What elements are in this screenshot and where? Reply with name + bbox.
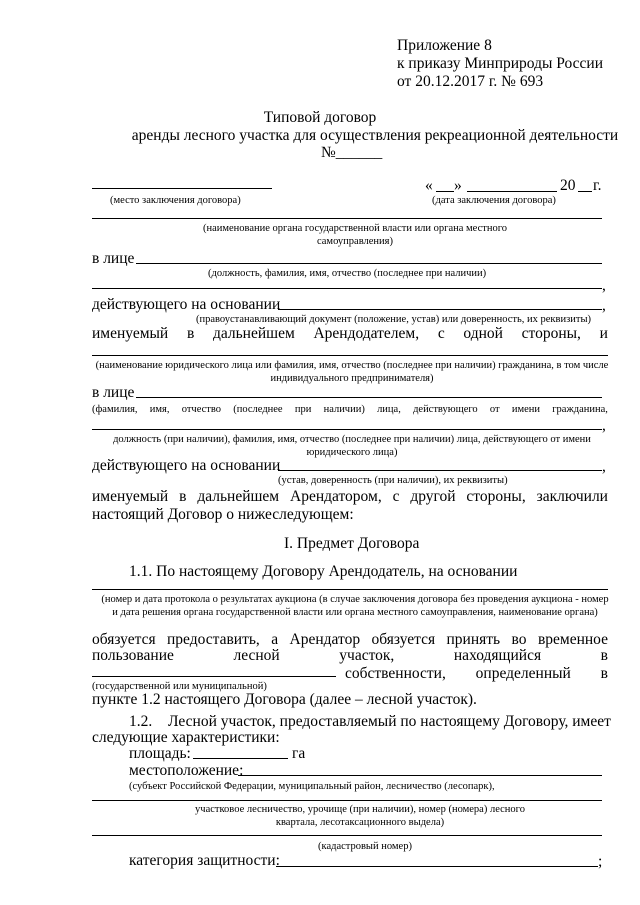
date-caption: (дата заключения договора) (432, 195, 556, 206)
word: при (294, 404, 312, 415)
area-line (193, 758, 288, 759)
clause-1-1-line-2 (92, 647, 608, 665)
contract-number: №______ (321, 144, 383, 161)
appendix-line-1: Приложение 8 (397, 37, 492, 54)
document-title: Типовой договор (263, 109, 377, 126)
word: лесной (233, 647, 280, 664)
date-quote-close: » (454, 177, 462, 194)
cadastral-line (92, 835, 602, 836)
word: имя, (149, 404, 170, 415)
lessor-named-line (92, 325, 608, 343)
word: именуемый (92, 325, 169, 342)
word: гражданина, (552, 404, 608, 415)
word: обязуется (92, 631, 156, 648)
word: (последнее (233, 404, 283, 415)
cadastral-caption: (кадастровый номер) (318, 841, 412, 852)
word: участок, (339, 647, 395, 664)
appendix-line-3: от 20.12.2017 г. № 693 (397, 73, 544, 90)
clause-1-1-end: пункте 1.2 настоящего Договора (далее – лесной участок). (92, 691, 477, 708)
word: отчество (181, 404, 222, 415)
word: стороны, (521, 325, 581, 342)
ownership-line (92, 676, 336, 677)
location-line-2 (92, 800, 602, 801)
word: предоставить, (167, 631, 260, 648)
word: Арендатор (289, 631, 361, 648)
lessee-representative-line-2 (92, 429, 602, 430)
word: другой (410, 488, 456, 505)
word: Арендатором, (290, 488, 382, 505)
date-day-line (436, 191, 454, 192)
date-month-line (467, 191, 557, 192)
clause-1-2-number: 1.2. (129, 713, 153, 730)
word: дальнейшем (212, 325, 295, 342)
word: лица, (377, 404, 401, 415)
protection-line (276, 866, 598, 867)
lessee-name-line (92, 355, 608, 356)
word: одной (463, 325, 503, 342)
word: в (179, 488, 187, 505)
word: и (599, 325, 608, 342)
area-label: площадь: (129, 745, 191, 762)
word: стороны, (466, 488, 526, 505)
location-label: местоположение: (129, 762, 244, 779)
protection-label: категория защитности: (129, 852, 280, 869)
section-1-heading: I. Предмет Договора (284, 535, 420, 552)
authority-caption: (наименование органа государственной власти или органа местного самоуправления) (202, 223, 508, 247)
word: временное (537, 631, 608, 648)
lessee-position-caption: должность (при наличии), фамилия, имя, отчество (последнее при наличии) лица, действующего от имени юридического лица) (113, 434, 591, 458)
clause-1-2-text: Лесной участок, предоставляемый по настоящему Договору, имеет (168, 713, 611, 730)
lessee-named-end: настоящий Договор о нижеследующем: (92, 506, 354, 523)
word: в (186, 325, 195, 342)
clause-1-2-text-2: следующие характеристики: (92, 729, 280, 746)
document-subtitle: аренды лесного участка для осуществления рекреационной деятельности (131, 127, 619, 144)
comma-4: , (602, 458, 606, 475)
word: (фамилия, (92, 404, 138, 415)
word: находящийся (453, 647, 542, 664)
word: с (392, 488, 400, 505)
authority-line (92, 218, 602, 219)
lessee-fio-caption (92, 403, 608, 416)
word: собственности, (345, 665, 446, 682)
lessor-basis-line (278, 309, 602, 310)
word: именуемый (92, 488, 169, 505)
word: имени (511, 404, 541, 415)
place-caption: (место заключения договора) (110, 195, 241, 206)
comma-1: , (602, 277, 606, 294)
word: Арендодателем, (313, 325, 420, 342)
lessee-representative-line (136, 397, 602, 398)
lessor-representative-line-2 (92, 288, 602, 289)
word: определенный (475, 665, 571, 682)
word: действующего (413, 404, 478, 415)
word: принять (446, 631, 501, 648)
date-year-suffix: г. (593, 177, 602, 194)
word: в (600, 647, 608, 664)
date-year-line (578, 191, 592, 192)
lessor-representative-line (136, 263, 602, 264)
word: наличии) (323, 404, 365, 415)
lessor-in-person-label: в лице (92, 250, 135, 267)
ownership-caption: (государственной или муниципальной) (92, 681, 267, 692)
lessee-name-caption: (наименование юридического лица или фамилия, имя, отчество (последнее при наличии) гражданина, в том числе индивидуального предпринимателя) (95, 360, 609, 384)
word: дальнейшем (197, 488, 280, 505)
clause-1-1-intro: 1.1. По настоящему Договору Арендодатель, на основании (129, 563, 518, 580)
date-year-prefix: 20 (560, 177, 576, 194)
word: обязуется (371, 631, 436, 648)
location-caption-1: (субъект Российской Федерации, муниципальный район, лесничество (лесопарк), (129, 781, 495, 792)
word: в (600, 665, 608, 682)
lessor-position-caption: (должность, фамилия, имя, отчество (последнее при наличии) (208, 268, 487, 279)
protocol-caption: (номер и дата протокола о результатах аукциона (в случае заключения договора без проведения аукциона - номер и дата решения органа государственной власти или органа местного самоуправления, наименование органа) (101, 594, 609, 618)
lessee-acting-basis-label: действующего на основании (92, 457, 281, 474)
word: заключили (536, 488, 608, 505)
lessor-basis-caption: (правоустанавливающий документ (положение, устав) или доверенность, их реквизиты) (196, 314, 592, 325)
semicolon: ; (598, 853, 603, 870)
word: пользование (92, 647, 174, 664)
lessee-in-person-label: в лице (92, 384, 135, 401)
word: во (511, 631, 527, 648)
lessor-acting-basis-label: действующего на основании (92, 296, 281, 313)
lessee-named-line (92, 488, 608, 506)
word: с (437, 325, 445, 342)
word: от (489, 404, 500, 415)
place-line (92, 188, 272, 189)
location-line (238, 775, 602, 776)
lessee-basis-caption: (устав, доверенность (при наличии), их реквизиты) (278, 475, 508, 486)
date-quote-open: « (425, 177, 433, 194)
area-unit: га (292, 745, 306, 762)
appendix-line-2: к приказу Минприроды России (397, 55, 604, 72)
location-caption-2: участковое лесничество, урочище (при наличии), номер (номера) лесного квартала, лесотаксационного выдела) (195, 804, 525, 828)
clause-1-1-line-3 (345, 665, 608, 683)
word: а (271, 631, 279, 648)
comma-2: , (602, 297, 606, 314)
protocol-line (92, 589, 608, 590)
comma-3: , (602, 417, 606, 434)
lessee-basis-line (278, 470, 602, 471)
